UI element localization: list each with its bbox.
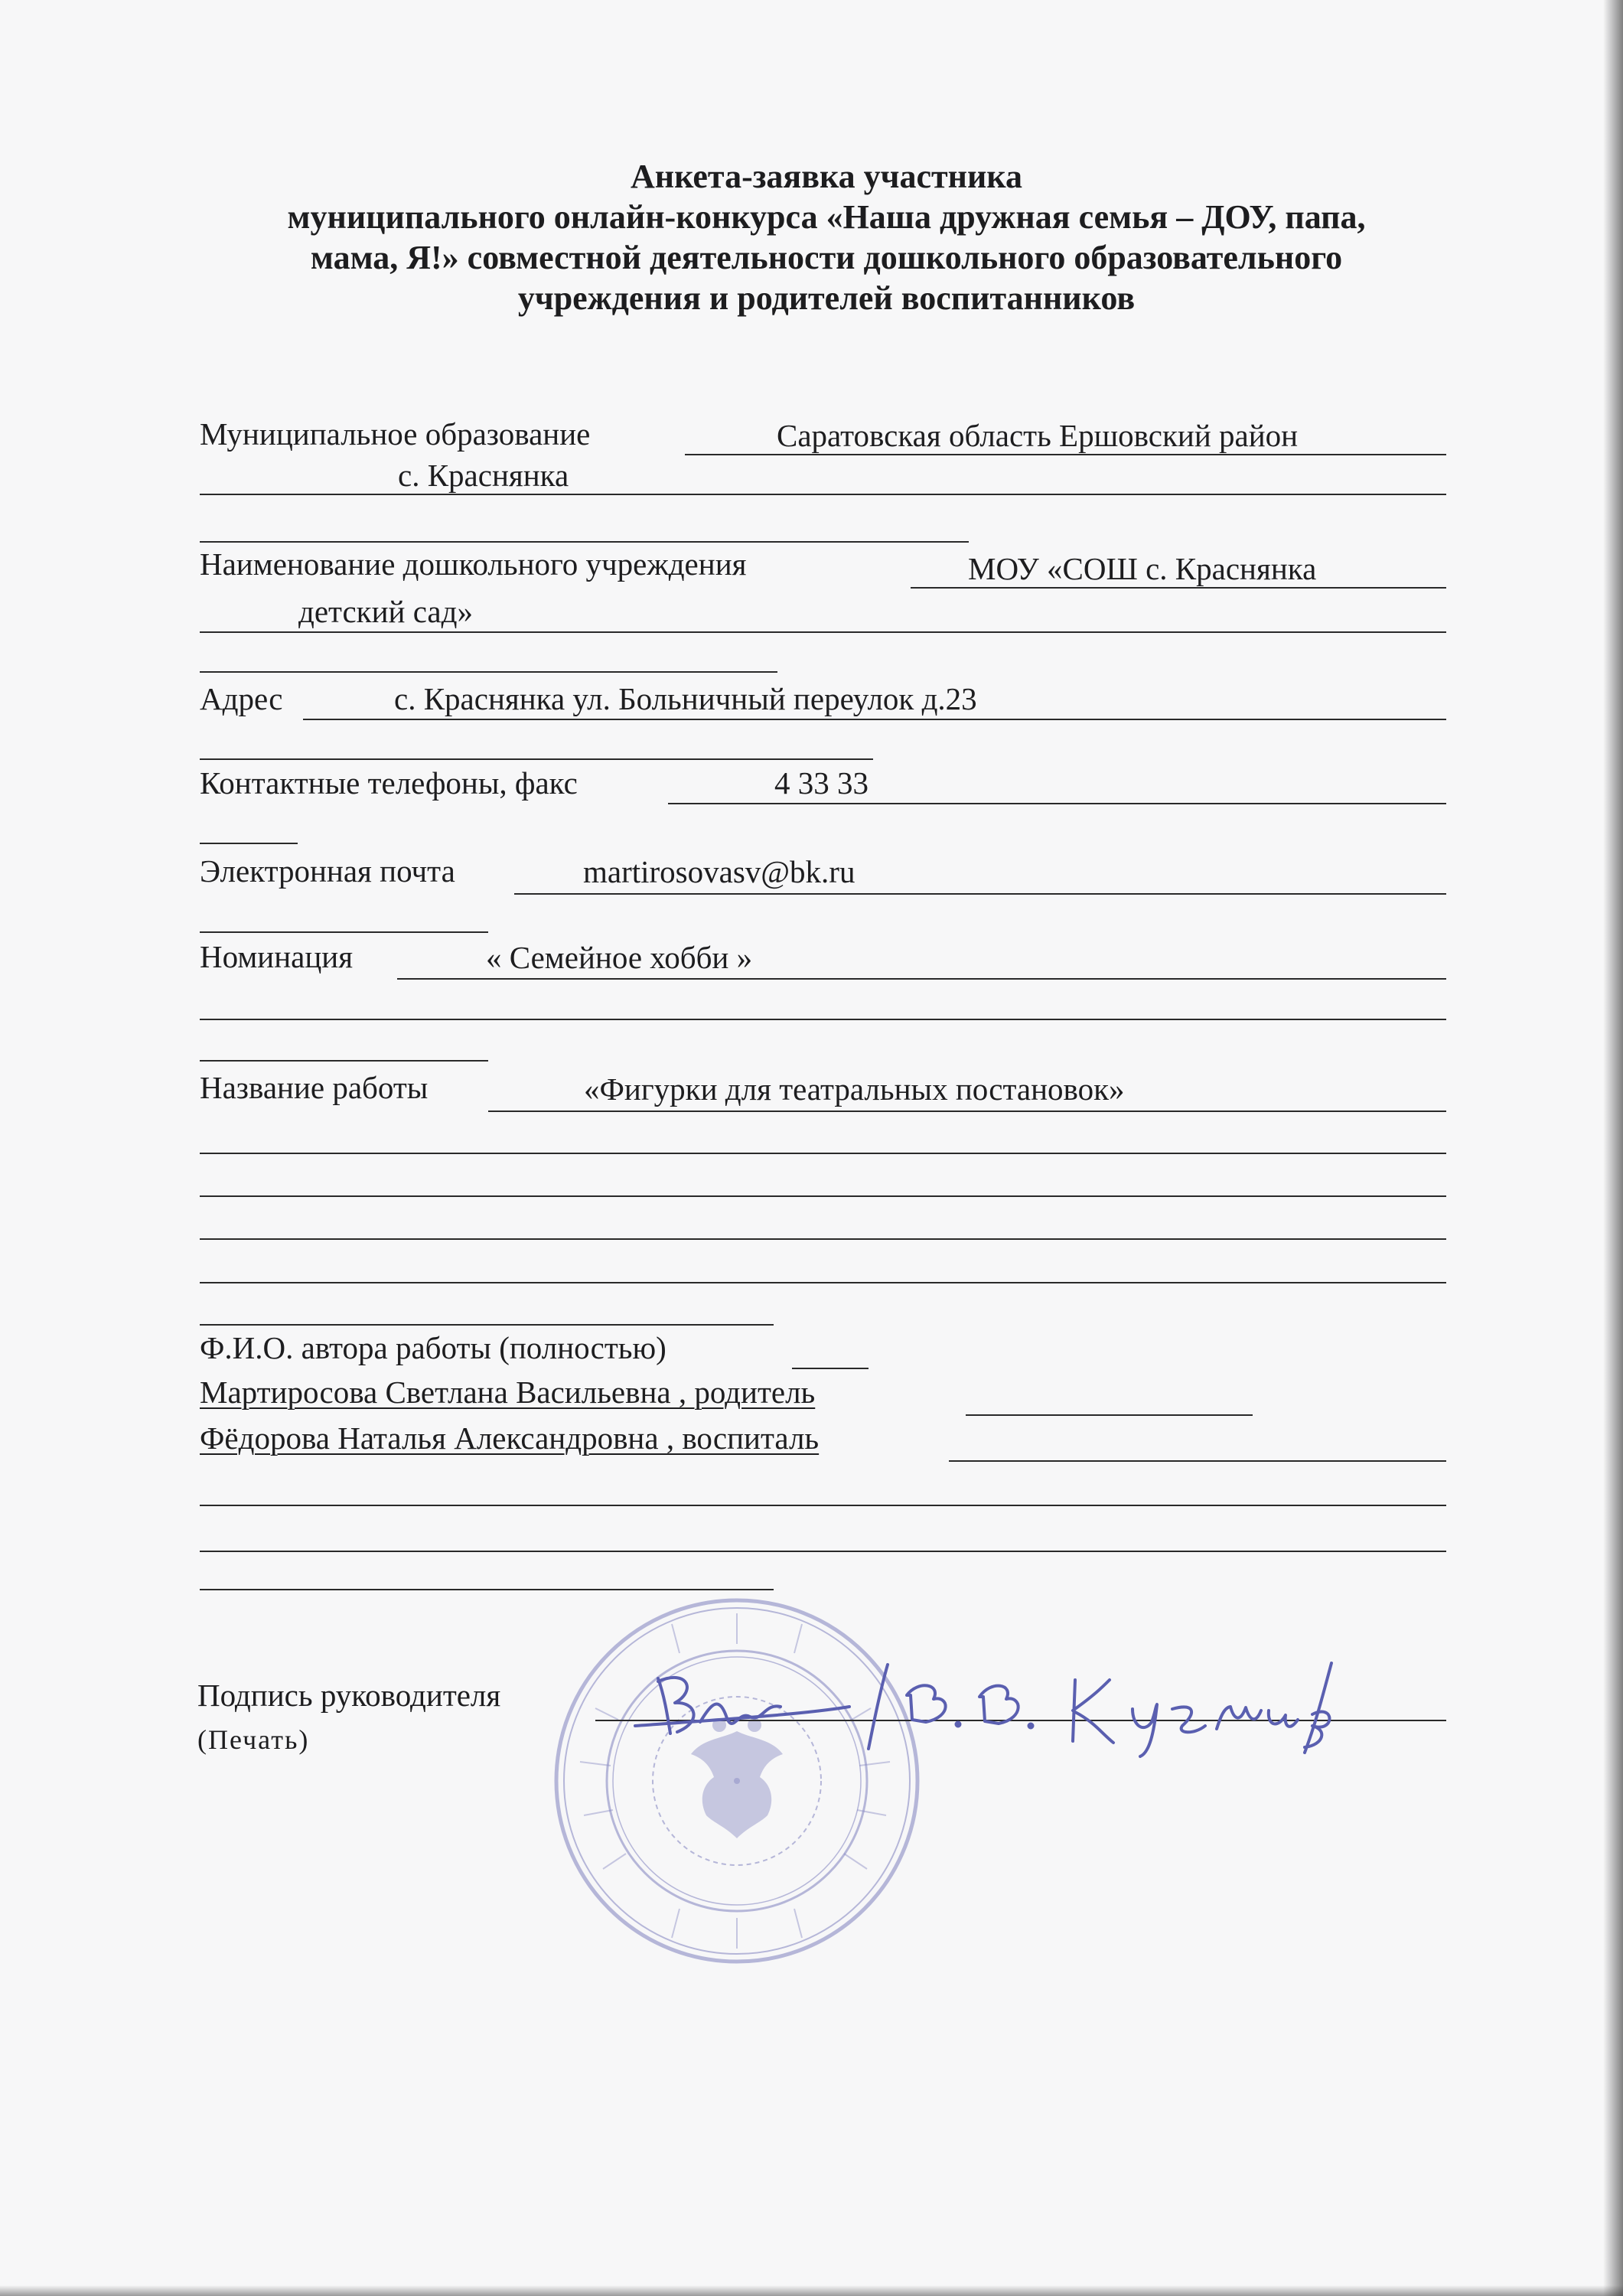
address-underline-2	[200, 758, 873, 760]
handwritten-signature	[605, 1649, 1354, 1764]
author-underline-5	[200, 1589, 774, 1590]
work-title-underline-3	[200, 1195, 1446, 1197]
nomination-underline-2	[200, 1019, 1446, 1020]
form-title: Анкета-заявка участника	[631, 158, 1022, 195]
nomination-underline-3	[200, 1060, 488, 1062]
municipality-underline-3	[200, 541, 969, 543]
email-underline-2	[200, 931, 488, 933]
institution-label: Наименование дошкольного учреждения	[200, 546, 747, 582]
institution-value-line-2: детский сад»	[298, 594, 473, 629]
municipality-underline-1	[685, 454, 1446, 455]
work-title-underline-5	[200, 1282, 1446, 1283]
author-underline-1	[966, 1414, 1253, 1416]
work-title-underline-2	[200, 1153, 1446, 1154]
phones-value: 4 33 33	[774, 765, 869, 801]
form-subtitle-line-1: муниципального онлайн-конкурса «Наша дружная семья – ДОУ, папа,	[287, 198, 1366, 236]
phones-label: Контактные телефоны, факс	[200, 765, 578, 801]
scan-shadow-bottom	[0, 2285, 1623, 2296]
signature-label: Подпись руководителя	[197, 1678, 501, 1713]
author-name-line-1: Мартиросова Светлана Васильевна , родитель	[200, 1375, 816, 1410]
nomination-underline-1	[397, 978, 1446, 980]
nomination-value: « Семейное хобби »	[486, 940, 753, 975]
author-name-line-2: Фёдорова Наталья Александровна , воспиталь	[200, 1420, 820, 1456]
email-underline-1	[514, 893, 1446, 895]
institution-value-line-1: МОУ «СОШ с. Краснянка	[968, 551, 1317, 586]
phones-underline-2	[200, 843, 298, 844]
work-title-underline-4	[200, 1238, 1446, 1240]
work-title-value: «Фигурки для театральных постановок»	[584, 1071, 1125, 1107]
author-underline-3	[200, 1505, 1446, 1506]
form-subtitle-line-2: мама, Я!» совместной деятельности дошкольного образовательного	[310, 239, 1343, 276]
work-title-underline-6	[200, 1324, 774, 1326]
municipality-underline-2	[200, 494, 1446, 495]
scan-shadow-right	[1603, 0, 1623, 2296]
municipality-value-line-1: Саратовская область Ершовский район	[777, 418, 1299, 453]
stamp-label: (Печать)	[197, 1724, 310, 1755]
institution-underline-3	[200, 671, 777, 673]
institution-underline-2	[200, 631, 1446, 633]
author-label: Ф.И.О. автора работы (полностью)	[200, 1330, 666, 1365]
email-label: Электронная почта	[200, 853, 455, 889]
work-title-label: Название работы	[200, 1070, 429, 1105]
address-underline-1	[303, 719, 1446, 720]
author-underline-4	[200, 1551, 1446, 1552]
email-value: martirosovasv@bk.ru	[583, 854, 855, 889]
municipality-value-line-2: с. Краснянка	[398, 458, 569, 493]
address-value: с. Краснянка ул. Больничный переулок д.23	[394, 681, 977, 716]
nomination-label: Номинация	[200, 939, 354, 974]
municipality-label: Муниципальное образование	[200, 416, 591, 452]
author-underline-2	[949, 1460, 1446, 1462]
work-title-underline-1	[488, 1110, 1446, 1112]
form-subtitle-line-3: учреждения и родителей воспитанников	[517, 279, 1136, 317]
address-label: Адрес	[200, 681, 283, 716]
author-underline-label	[792, 1368, 869, 1369]
institution-underline-1	[911, 587, 1446, 589]
phones-underline-1	[668, 803, 1446, 804]
